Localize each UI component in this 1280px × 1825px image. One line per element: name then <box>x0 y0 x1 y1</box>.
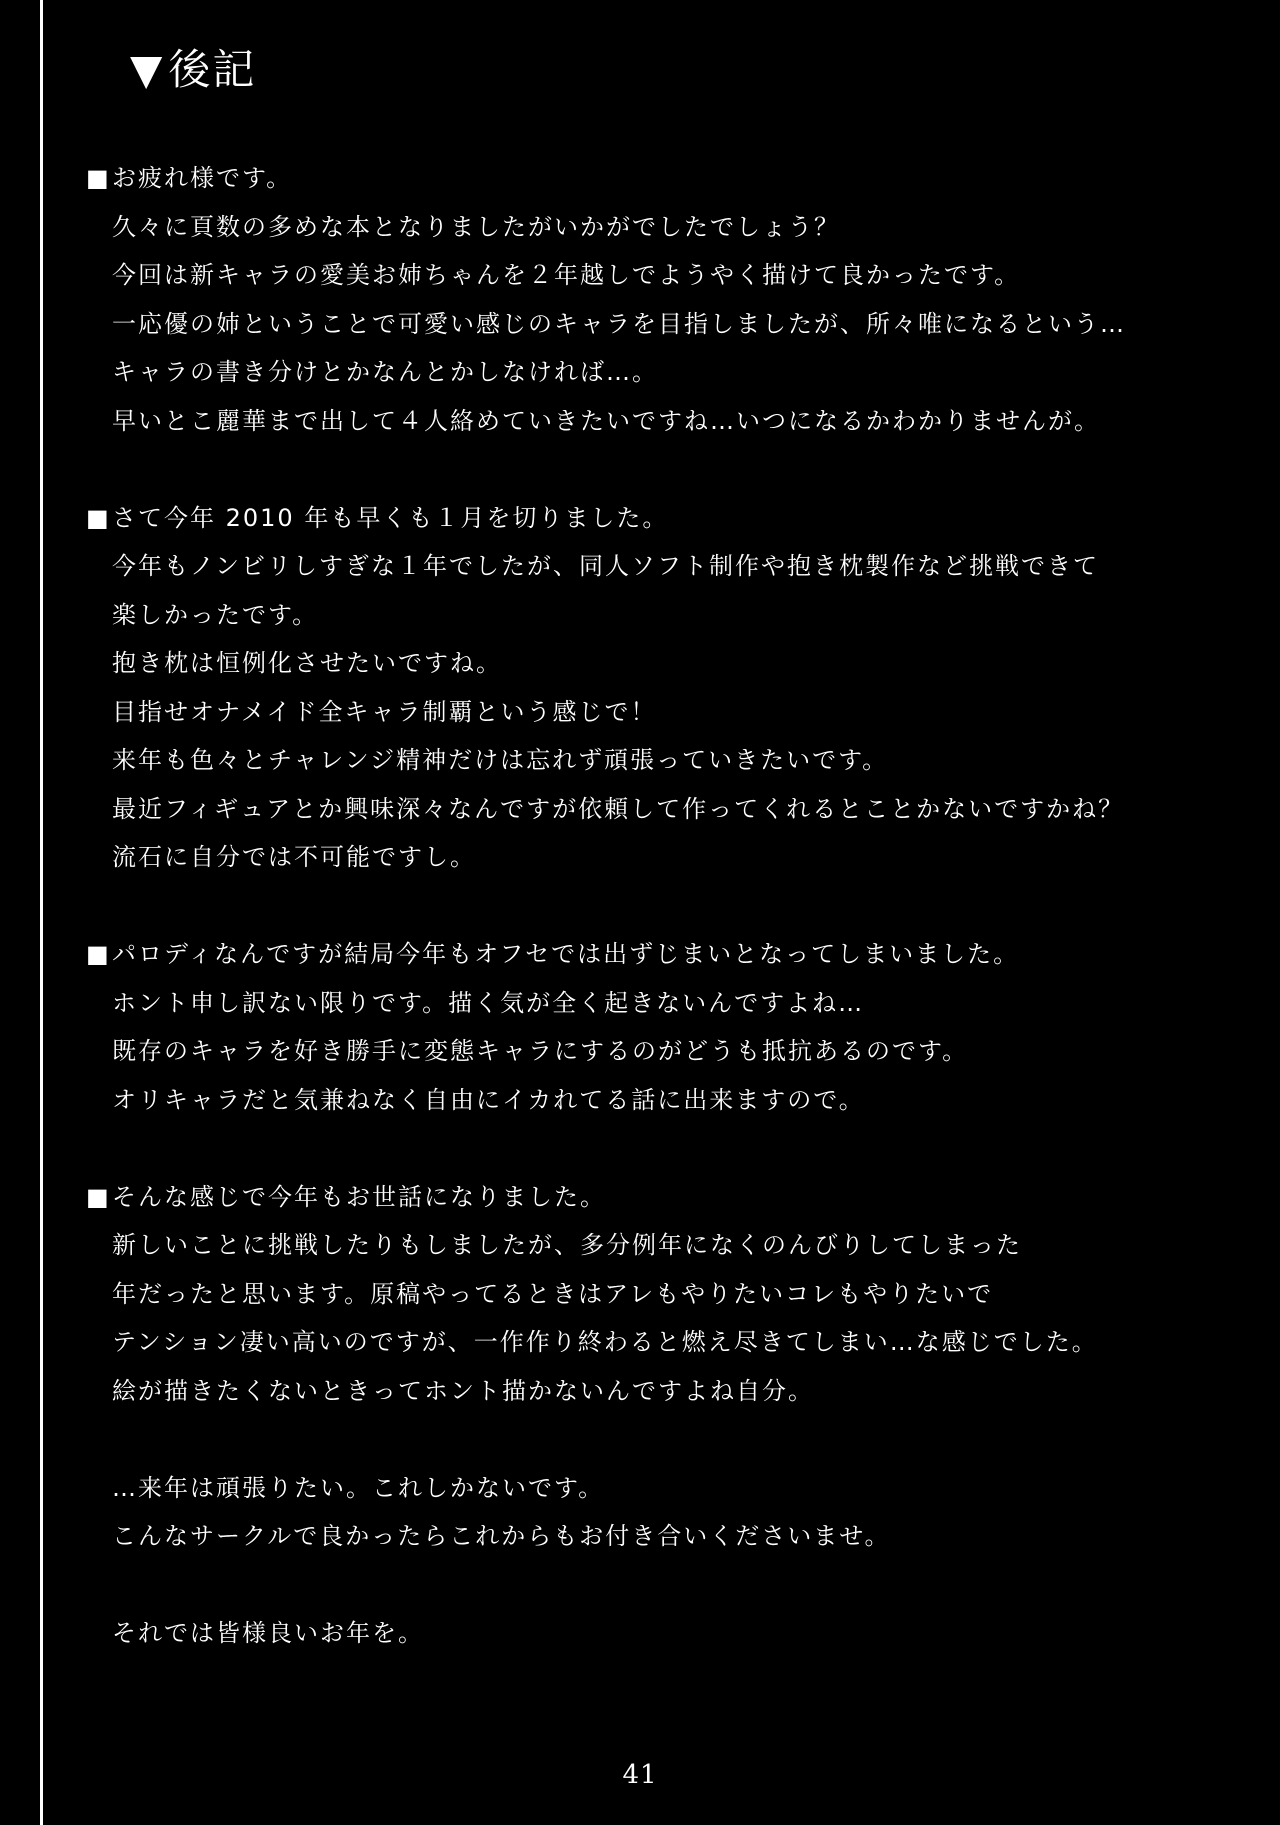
paragraph-section <box>86 1609 1236 1658</box>
paragraph-section <box>86 1173 1236 1416</box>
line-text: 流石に自分では不可能ですし。 <box>112 843 476 871</box>
line-text: 既存のキャラを好き勝手に変態キャラにするのがどうも抵抗あるのです。 <box>112 1037 969 1065</box>
line-text: 今回は新キャラの愛美お姉ちゃんを２年越しでようやく描けて良かったです。 <box>112 261 1021 289</box>
text-line <box>86 251 1236 300</box>
text-line <box>86 736 1236 785</box>
line-text: 抱き枕は恒例化させたいですね。 <box>112 649 502 677</box>
paragraph-section <box>86 494 1236 882</box>
line-text: 早いとこ麗華まで出して４人絡めていきたいですね…いつになるかわかりませんが。 <box>112 406 1100 435</box>
line-text: 新しいことに挑戦したりもしましたが、多分例年になくのんびりしてしまった <box>112 1231 1022 1259</box>
line-text: 楽しかったです。 <box>112 600 319 629</box>
text-line <box>86 639 1236 688</box>
line-text: 目指せオナメイド全キャラ制覇という感じで！ <box>112 697 657 726</box>
line-text: 最近フィギュアとか興味深々なんですが依頼して作ってくれるとことかないですかね？ <box>112 794 1125 823</box>
square-bullet-icon: ■ <box>86 940 111 968</box>
text-line <box>86 154 1236 203</box>
line-text: キャラの書き分けとかなんとかしなければ…。 <box>112 358 658 386</box>
afterword-body <box>86 154 1236 1658</box>
text-line <box>86 1270 1236 1319</box>
text-line <box>86 203 1236 252</box>
page-number: 41 <box>622 1760 658 1790</box>
square-bullet-icon: ■ <box>86 1182 111 1211</box>
text-line <box>86 494 1236 543</box>
text-line <box>86 1367 1236 1416</box>
line-text: それでは皆様良いお年を。 <box>112 1619 424 1647</box>
text-line <box>86 833 1236 882</box>
text-line <box>86 1609 1236 1658</box>
text-line <box>86 542 1236 591</box>
page-heading <box>130 40 256 100</box>
line-text: オリキャラだと気兼ねなく自由にイカれてる話に出来ますので。 <box>112 1085 865 1114</box>
paragraph-section <box>86 930 1236 1124</box>
line-text: …来年は頑張りたい。これしかないです。 <box>112 1473 605 1502</box>
text-line <box>86 688 1236 737</box>
text-line <box>86 591 1236 640</box>
text-line <box>86 300 1236 349</box>
left-margin-rule <box>40 0 43 1825</box>
text-line <box>86 397 1236 446</box>
line-text: 久々に頁数の多めな本となりましたがいかがでしたでしょう？ <box>112 212 840 241</box>
line-text: こんなサークルで良かったらこれからもお付き合いくださいませ。 <box>112 1522 891 1550</box>
line-text: 絵が描きたくないときってホント描かないんですよね自分。 <box>112 1376 814 1405</box>
text-line <box>86 1221 1236 1270</box>
line-text: そんな感じで今年もお世話になりました。 <box>112 1182 606 1211</box>
line-text: さて今年 2010 年も早くも１月を切りました。 <box>112 503 669 532</box>
line-text: テンション凄い高いのですが、一作作り終わると燃え尽きてしまい…な感じでした。 <box>112 1328 1098 1356</box>
text-line <box>86 1512 1236 1561</box>
paragraph-section <box>86 154 1236 445</box>
line-text: パロディなんですが結局今年もオフセでは出ずじまいとなってしまいました。 <box>112 940 1020 968</box>
line-text: 年だったと思います。原稿やってるときはアレもやりたいコレもやりたいで <box>112 1279 994 1308</box>
text-line <box>86 1076 1236 1125</box>
text-line <box>86 785 1236 834</box>
line-text: ホント申し訳ない限りです。描く気が全く起きないんですよね… <box>112 988 865 1017</box>
heading-title: 後記 <box>168 45 257 94</box>
square-bullet-icon: ■ <box>86 503 111 532</box>
line-text: お疲れ様です。 <box>112 164 293 192</box>
line-text: 今年もノンビリしすぎな１年でしたが、同人ソフト制作や抱き枕製作など挑戦できて <box>112 552 1100 580</box>
text-line <box>86 1464 1236 1513</box>
text-line <box>86 348 1236 397</box>
paragraph-section <box>86 1464 1236 1561</box>
text-line <box>86 1027 1236 1076</box>
text-line <box>86 1173 1236 1222</box>
text-line <box>86 1318 1236 1367</box>
square-bullet-icon: ■ <box>86 164 111 192</box>
triangle-marker-icon: ▼ <box>130 45 165 94</box>
text-line <box>86 930 1236 979</box>
text-line <box>86 979 1236 1028</box>
line-text: 一応優の姉ということで可愛い感じのキャラを目指しましたが、所々唯になるという… <box>112 309 1126 338</box>
line-text: 来年も色々とチャレンジ精神だけは忘れず頑張っていきたいです。 <box>112 746 889 774</box>
